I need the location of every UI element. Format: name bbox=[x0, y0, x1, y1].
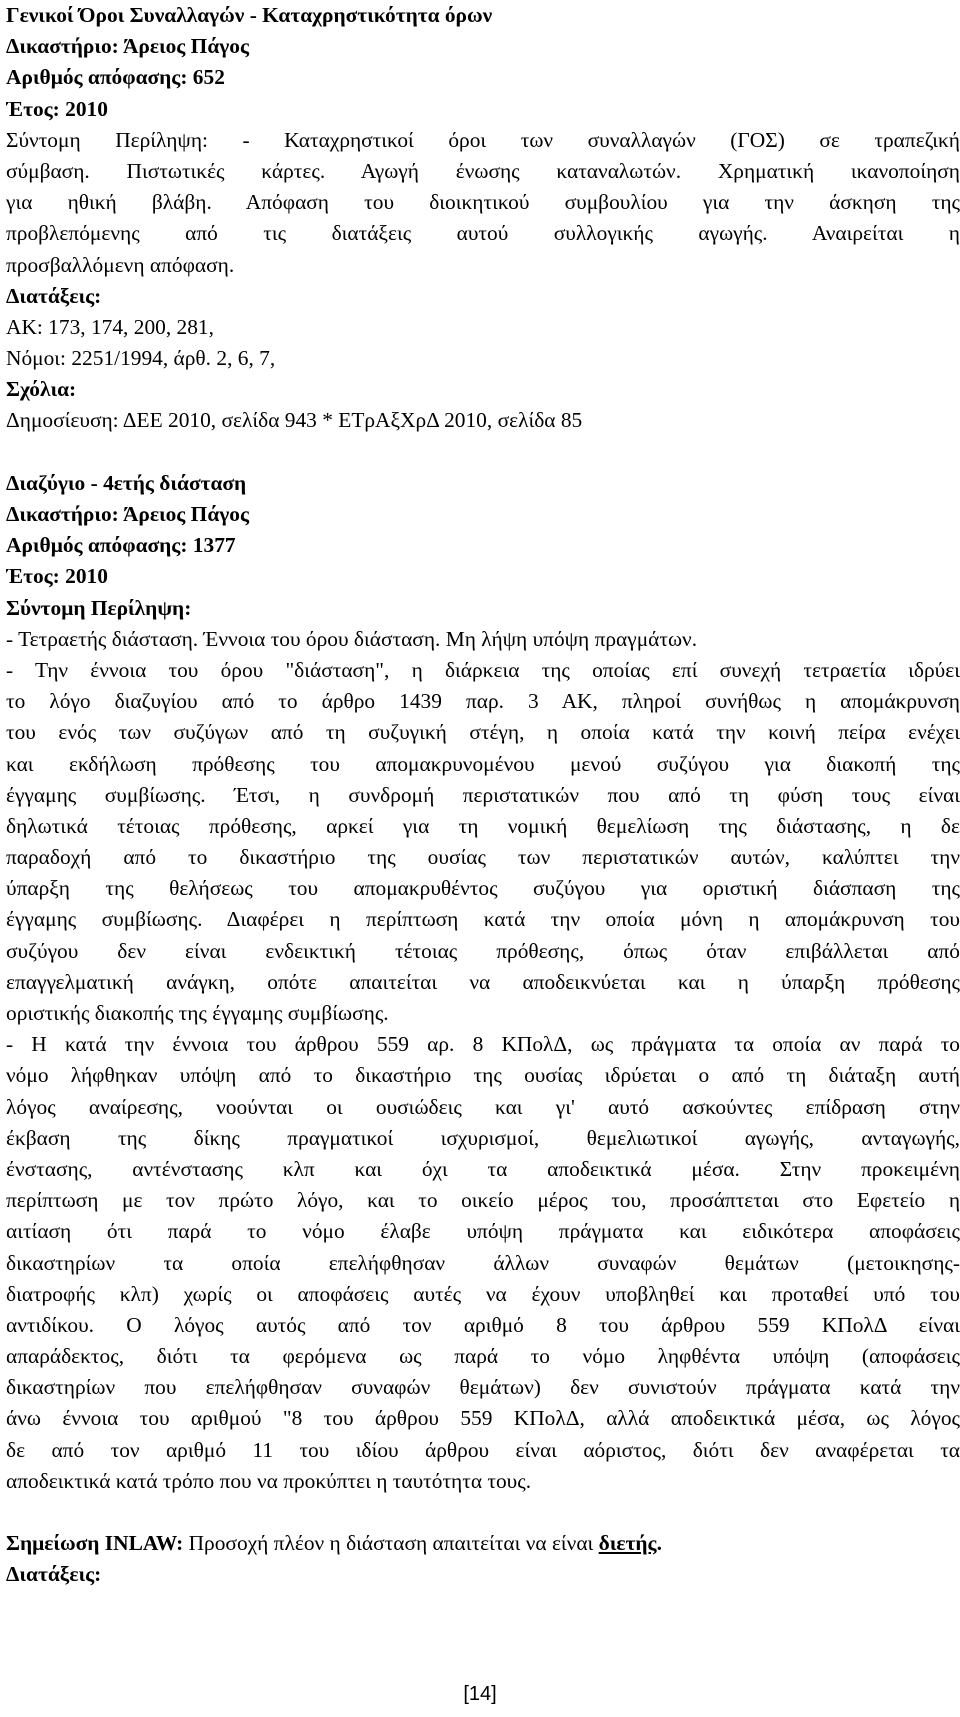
text-line: έγγαμης συμβίωσης. Έτσι, η συνδρομή περιστατικών που από τη φύση τους είναι bbox=[6, 782, 960, 807]
text-line: προβλεπόμενης από τις διατάξεις αυτού συλλογικής αγωγής. Αναιρείται η bbox=[6, 221, 960, 246]
text-line: διατροφής κλπ) χωρίς οι αποφάσεις αυτές να έχουν υποβληθεί και προταθεί υπό του bbox=[6, 1281, 960, 1306]
text-line: έκβαση της δίκης πραγματικοί ισχυρισμοί, θεμελιωτικοί αγωγής, ανταγωγής, bbox=[6, 1125, 960, 1150]
case-entry-2 bbox=[6, 468, 960, 1497]
case-year: Έτος: 2010 bbox=[6, 564, 108, 589]
text-line: οριστικής διακοπής της έγγαμης συμβίωσης. bbox=[6, 1001, 389, 1025]
text-line: αποδεικτικά κατά τρόπο που να προκύπτει η ταυτότητα τους. bbox=[6, 1468, 532, 1493]
text-line: Νόμοι: 2251/1994, άρθ. 2, 6, 7, bbox=[6, 346, 276, 371]
inlaw-note-end: . bbox=[656, 1531, 662, 1556]
text-line: για ηθική βλάβη. Απόφαση του διοικητικού συμβουλίου για την άσκηση της bbox=[6, 190, 960, 215]
text-line: παραδοχή από το δικαστήριο της ουσίας των περιστατικών αυτών, καλύπτει την bbox=[6, 845, 960, 870]
text-line: το λόγο διαζυγίου από το άρθρο 1439 παρ. 3 ΑΚ, πληροί συνήθως η απομάκρυνση bbox=[6, 689, 960, 714]
text-line: ΑΚ: 173, 174, 200, 281, bbox=[6, 314, 214, 339]
text-line: - Τετραετής διάσταση. Έννοια του όρου διάσταση. Μη λήψη υπόψη πραγμάτων. bbox=[6, 626, 698, 651]
text-line: σύμβαση. Πιστωτικές κάρτες. Αγωγή ένωσης καταναλωτών. Χρηματική ικανοποίηση bbox=[6, 158, 960, 183]
provisions-heading: Διατάξεις: bbox=[6, 1562, 102, 1587]
text-line: δε από τον αριθμό 11 του ιδίου άρθρου είναι αόριστος, διότι δεν αναφέρεται τα bbox=[6, 1437, 960, 1462]
text-line: ένστασης, αντένστασης κλπ και όχι τα αποδεικτικά μέσα. Στην προκειμένη bbox=[6, 1156, 960, 1181]
text-line: του ενός των συζύγων από τη συζυγική στέγη, η οποία κατά την κοινή πείρα ενέχει bbox=[6, 720, 960, 745]
document-page bbox=[6, 0, 960, 1591]
text-line: προσβαλλόμενη απόφαση. bbox=[6, 252, 235, 277]
text-line: συζύγου δεν είναι ενδεικτική τέτοιας πρόθεσης, όπως όταν επιβάλλεται από bbox=[6, 938, 960, 963]
text-line: Σύντομη Περίληψη: - Καταχρηστικοί όροι των συναλλαγών (ΓΟΣ) σε τραπεζική bbox=[6, 127, 960, 152]
text-line: δικαστηρίων που επελήφθησαν συναφών θεμάτων) δεν συνιστούν πράγματα κατά την bbox=[6, 1375, 960, 1400]
case-entry-1 bbox=[6, 0, 960, 437]
section-gap bbox=[6, 437, 960, 468]
text-line: - Την έννοια του όρου "διάσταση", η διάρκεια της οποίας επί συνεχή τετραετία ιδρύει bbox=[6, 657, 960, 682]
case-summary bbox=[6, 624, 960, 1497]
case-decision-number: Αριθμός απόφασης: 1377 bbox=[6, 533, 236, 558]
inlaw-note-emphasis: διετής bbox=[598, 1531, 657, 1556]
inlaw-note-label: Σημείωση INLAW: bbox=[6, 1531, 184, 1556]
text-line: - Η κατά την έννοια του άρθρου 559 αρ. 8 ΚΠολΔ, ως πράγματα τα οποία αν παρά το bbox=[6, 1032, 960, 1057]
case-court: Δικαστήριο: Άρειος Πάγος bbox=[6, 34, 249, 59]
text-line: νόμο λήφθηκαν υπόψη από το δικαστήριο της ουσίας ιδρύεται ο από τη διάταξη αυτή bbox=[6, 1063, 960, 1088]
page-number: [14] bbox=[463, 1683, 497, 1705]
text-line: απαράδεκτος, διότι τα φερόμενα ως παρά το νόμο ληφθέντα υπόψη (αποφάσεις bbox=[6, 1344, 960, 1369]
text-line: αιτίαση ότι παρά το νόμο έλαβε υπόψη πράγματα και ειδικότερα αποφάσεις bbox=[6, 1219, 960, 1244]
case-title: Διαζύγιο - 4ετής διάσταση bbox=[6, 470, 247, 495]
provisions-heading: Διατάξεις: bbox=[6, 283, 102, 308]
text-line: έγγαμης συμβίωσης. Διαφέρει η περίπτωση κατά την οποία μόνη η απομάκρυνση του bbox=[6, 907, 960, 932]
text-line: ύπαρξη της θελήσεως του απομακρυθέντος συζύγου για οριστική διάσπαση της bbox=[6, 876, 960, 901]
section-gap bbox=[6, 1497, 960, 1528]
case-court: Δικαστήριο: Άρειος Πάγος bbox=[6, 502, 249, 526]
summary-heading: Σύντομη Περίληψη: bbox=[6, 595, 192, 620]
text-line: δικαστηρίων τα οποία επελήφθησαν άλλων συναφών θεμάτων (μετοικησης- bbox=[6, 1250, 960, 1275]
text-line: αντιδίκου. Ο λόγος αυτός από τον αριθμό 8 του άρθρου 559 ΚΠολΔ είναι bbox=[6, 1312, 960, 1337]
case-title: Γενικοί Όροι Συναλλαγών - Καταχρηστικότητα όρων bbox=[6, 3, 493, 27]
text-line: λόγος αναίρεσης, νοούνται οι ουσιώδεις και γι' αυτό ασκούντες επίδραση στην bbox=[6, 1094, 960, 1119]
case-decision-number: Αριθμός απόφασης: 652 bbox=[6, 65, 225, 90]
text-line: περίπτωση με τον πρώτο λόγο, και το οικείο μέρος του, προσάπτεται στο Εφετείο η bbox=[6, 1188, 960, 1213]
case-year: Έτος: 2010 bbox=[6, 96, 108, 121]
text-line: δηλωτικά τέτοιας πρόθεσης, αρκεί για τη νομική θεμελίωση της διάστασης, η δε bbox=[6, 813, 960, 838]
text-line: άνω έννοια του αριθμού "8 του άρθρου 559 ΚΠολΔ, αλλά αποδεικτικά μέσα, ως λόγος bbox=[6, 1406, 960, 1431]
provisions-list bbox=[6, 312, 960, 374]
text-line: επαγγελματική ανάγκη, οπότε απαιτείται να αποδεικνύεται και η ύπαρξη πρόθεσης bbox=[6, 969, 960, 994]
comments-heading: Σχόλια: bbox=[6, 377, 77, 402]
publication-text: Δημοσίευση: ΔΕΕ 2010, σελίδα 943 * ΕΤρΑξΧρΔ 2010, σελίδα 85 bbox=[6, 408, 583, 433]
case-summary bbox=[6, 125, 960, 281]
text-line: και εκδήλωση πρόθεσης του απομακρυνομένου μενού συζύγου για διακοπή της bbox=[6, 751, 960, 776]
inlaw-note bbox=[6, 1528, 960, 1559]
inlaw-note-text: Προσοχή πλέον η διάσταση απαιτείται να είναι bbox=[183, 1531, 599, 1556]
